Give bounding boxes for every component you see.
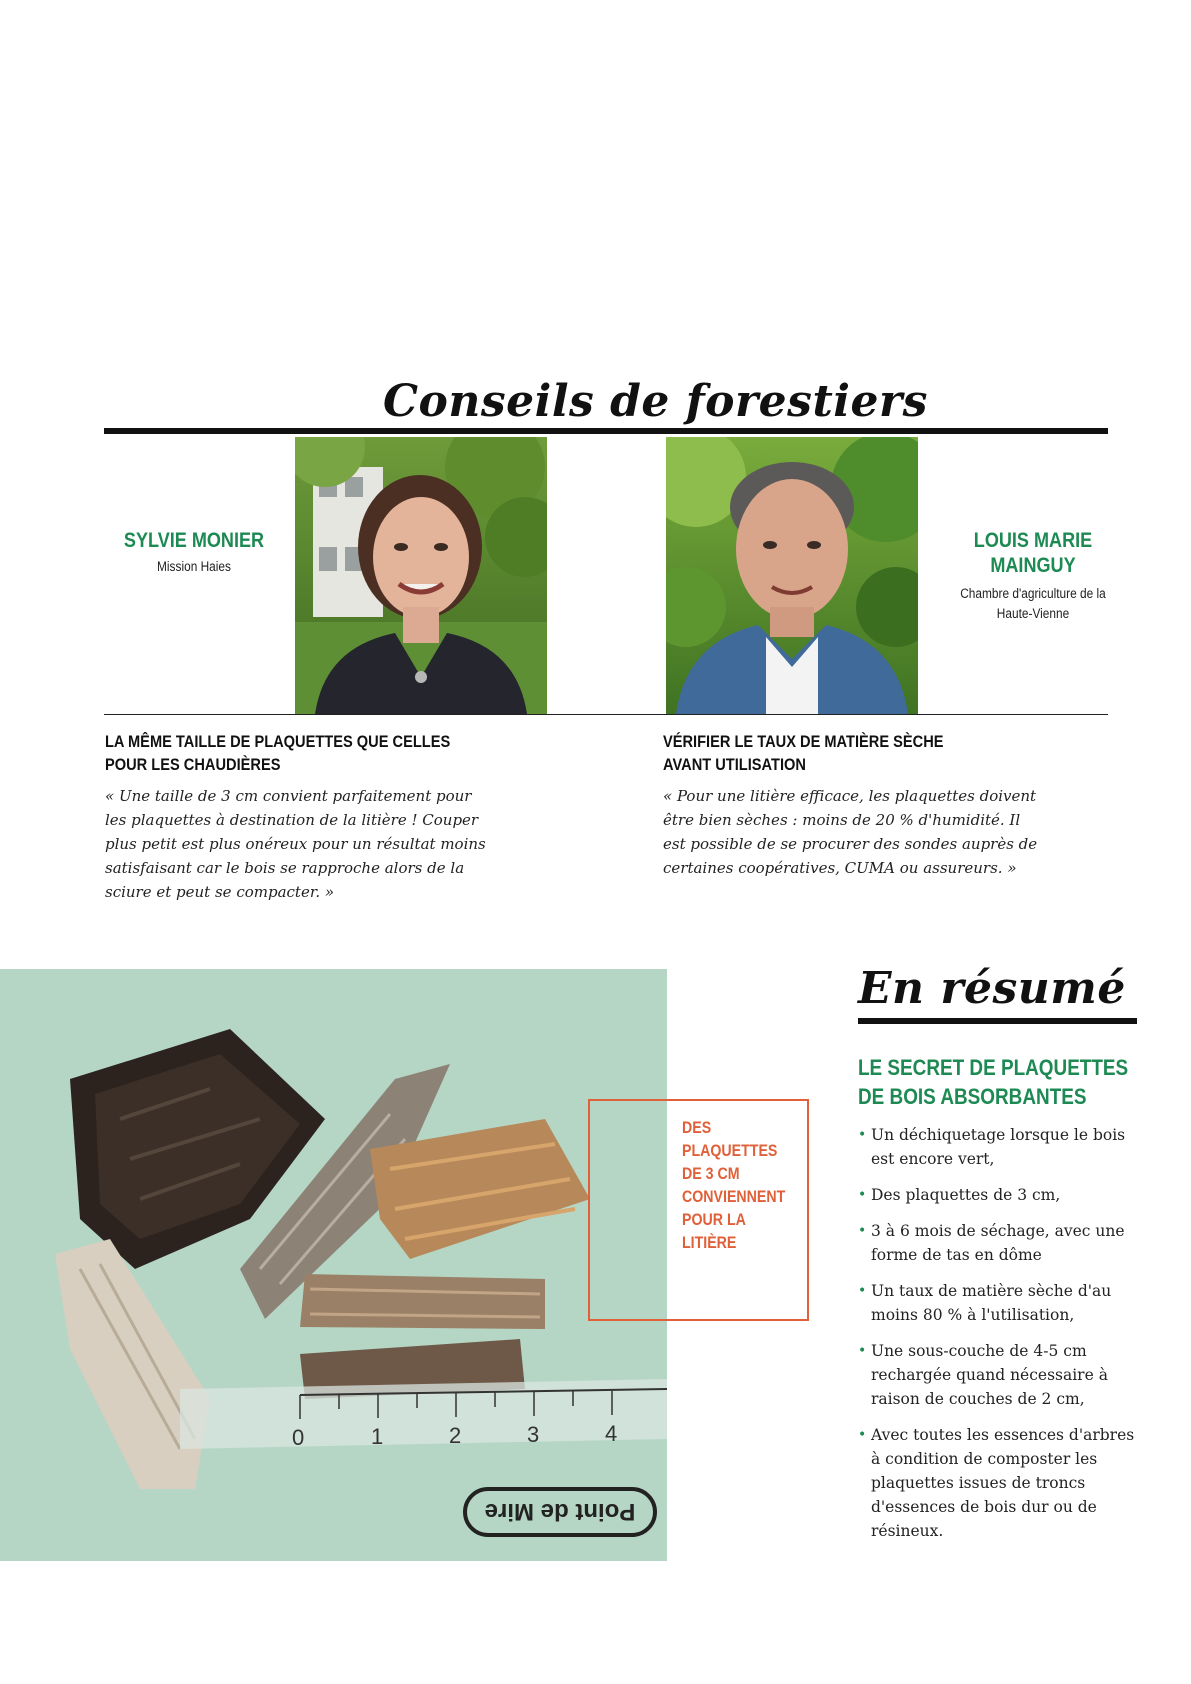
advice-2 [663, 730, 1133, 880]
advice-1 [105, 730, 575, 904]
expert-name-line: MAINGUY [990, 554, 1076, 577]
summary-item-line: rechargée quand nécessaire à [871, 1366, 1108, 1384]
summary-item [858, 1423, 1148, 1543]
section-title: Conseils de forestiers [383, 376, 928, 427]
expert-name: SYLVIE MONIER [123, 529, 265, 552]
caption-line: CONVIENNENT [682, 1188, 786, 1206]
caption-line: PLAQUETTES [682, 1142, 778, 1160]
summary-subtitle [858, 1053, 1138, 1111]
summary-item-line: • Un taux de matière sèche d'au [871, 1282, 1112, 1300]
quote-line: « Pour une litière efficace, les plaquettes doivent [663, 787, 1037, 805]
summary-item-line: moins 80 % à l'utilisation, [871, 1306, 1075, 1324]
brand-stamp: Point de Mire [484, 1498, 636, 1525]
summary-item-line: plaquettes issues de troncs [871, 1474, 1086, 1492]
quote-line: plus petit est plus onéreux pour un résultat moins [105, 835, 486, 853]
summary-item-line: • 3 à 6 mois de séchage, avec une [871, 1222, 1125, 1240]
summary-subtitle-line: DE BOIS ABSORBANTES [858, 1084, 1087, 1109]
summary-title: En résumé [858, 963, 1126, 1014]
caption-line: LITIÈRE [682, 1234, 737, 1252]
summary-item [858, 1279, 1148, 1327]
expert-role: Mission Haies [157, 559, 231, 574]
portrait-man-image [666, 437, 918, 714]
advice-title-line: POUR LES CHAUDIÈRES [105, 755, 281, 774]
advice-title-line: LA MÊME TAILLE DE PLAQUETTES QUE CELLES [105, 732, 451, 751]
advice-title-line: VÉRIFIER LE TAUX DE MATIÈRE SÈCHE [663, 732, 944, 751]
summary-item-line: est encore vert, [871, 1150, 995, 1168]
caption-line: DES [682, 1119, 712, 1137]
ruler-label: 0 [292, 1425, 305, 1450]
wood-chips-image [0, 969, 667, 1561]
summary-title-rule [858, 1018, 1137, 1024]
expert-1-name-block [104, 528, 284, 577]
photo-caption [682, 1117, 807, 1255]
summary-item [858, 1183, 1148, 1207]
summary-item [858, 1219, 1148, 1267]
ruler-label: 3 [527, 1422, 540, 1447]
ruler-label: 2 [449, 1423, 462, 1448]
summary-item-line: d'essences de bois dur ou de [871, 1498, 1097, 1516]
quote-line: les plaquettes à destination de la litière ! Couper [105, 811, 479, 829]
section-title-rule [104, 428, 1108, 434]
summary-item-line: • Un déchiquetage lorsque le bois [871, 1126, 1126, 1144]
quote-line: être bien sèches : moins de 20 % d'humidité. Il [663, 811, 1021, 829]
summary-item-line: résineux. [871, 1522, 944, 1540]
summary-subtitle-line: LE SECRET DE PLAQUETTES [858, 1055, 1129, 1080]
quote-line: certaines coopératives, CUMA ou assureurs. » [663, 859, 1017, 877]
expert-2-portrait [666, 437, 918, 714]
quote-line: est possible de se procurer des sondes auprès de [663, 835, 1038, 853]
advice-quote [663, 784, 1133, 880]
expert-role-line: Chambre d'agriculture de la [960, 586, 1106, 601]
expert-2-name-block [938, 528, 1128, 624]
quote-line: satisfaisant car le bois se rapproche alors de la [105, 859, 465, 877]
summary-item-line: raison de couches de 2 cm, [871, 1390, 1085, 1408]
summary-item-line: à condition de composter les [871, 1450, 1098, 1468]
caption-line: DE 3 CM [682, 1165, 740, 1183]
expert-role-line: Haute-Vienne [996, 606, 1070, 621]
summary-item [858, 1339, 1148, 1411]
quote-line: sciure et peut se compacter. » [105, 883, 335, 901]
portrait-woman-image [295, 437, 547, 714]
summary-item [858, 1123, 1148, 1171]
experts-divider [104, 714, 1108, 715]
summary-list [858, 1123, 1148, 1555]
summary-item-line: • Une sous-couche de 4-5 cm [871, 1342, 1087, 1360]
ruler-label: 4 [605, 1421, 618, 1446]
summary-item-line: • Avec toutes les essences d'arbres [871, 1426, 1135, 1444]
quote-line: « Une taille de 3 cm convient parfaitement pour [105, 787, 472, 805]
summary-item-line: forme de tas en dôme [871, 1246, 1042, 1264]
summary-item-line: • Des plaquettes de 3 cm, [871, 1186, 1061, 1204]
wood-chips-photo [0, 969, 667, 1561]
advice-quote [105, 784, 575, 904]
ruler-label: 1 [371, 1424, 384, 1449]
caption-line: POUR LA [682, 1211, 746, 1229]
advice-title-line: AVANT UTILISATION [663, 755, 806, 774]
expert-1-portrait [295, 437, 547, 714]
expert-name-line: LOUIS MARIE [973, 529, 1093, 552]
